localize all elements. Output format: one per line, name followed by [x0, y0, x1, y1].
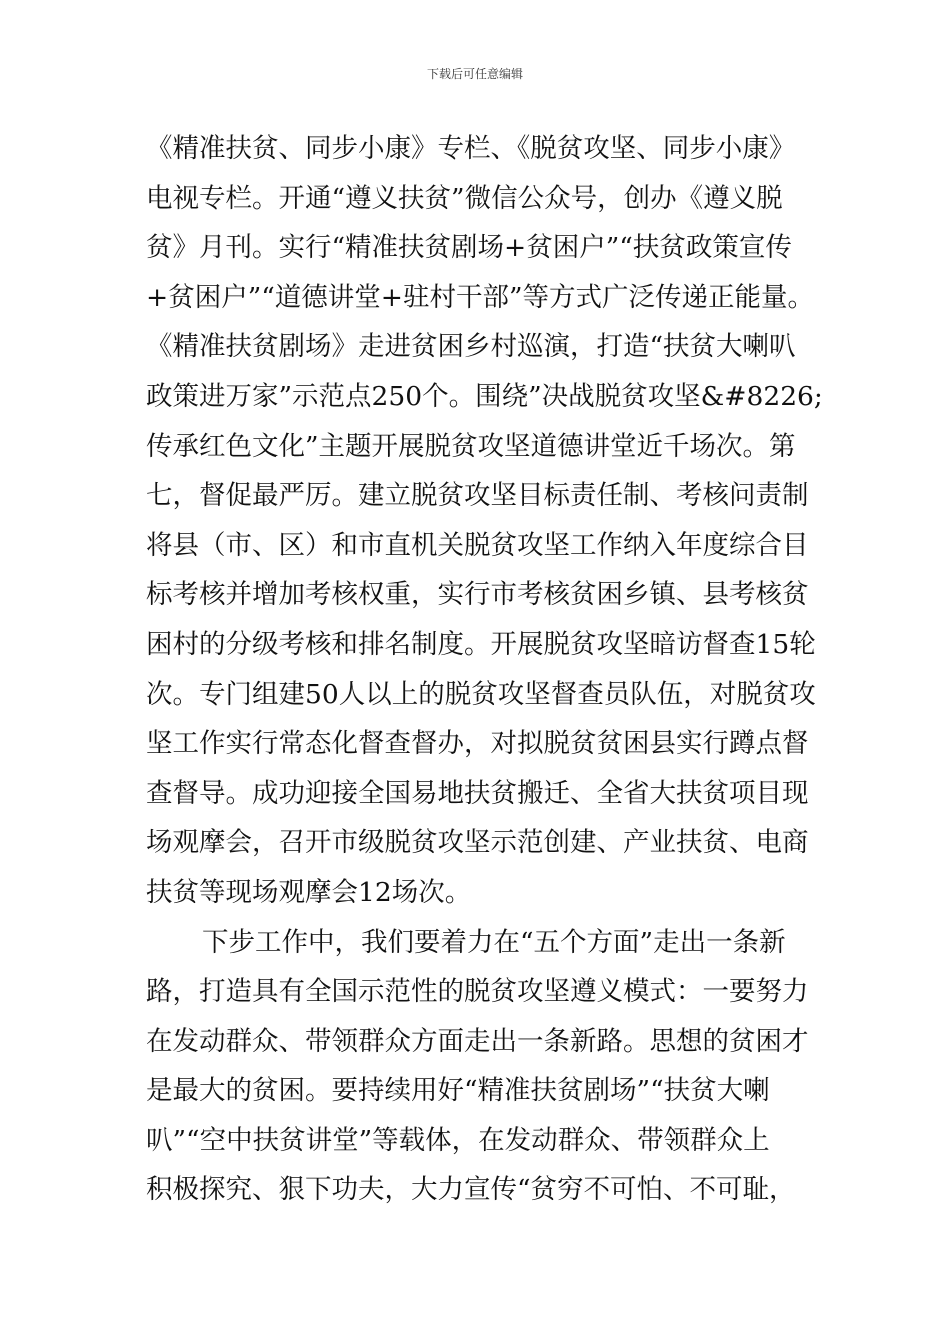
text-line: 困村的分级考核和排名制度。开展脱贫攻坚暗访督查15轮	[146, 628, 816, 660]
text-line: 是最大的贫困。要持续用好“精准扶贫剧场”“扶贫大喇	[146, 1075, 770, 1107]
page-header: 下载后可任意编辑	[426, 67, 523, 81]
paragraph-first-line: 下步工作中，我们要着力在“五个方面”走出一条新	[202, 926, 786, 958]
text-line: 路，打造具有全国示范性的脱贫攻坚遵义模式：一要努力	[146, 976, 809, 1008]
text-line: 次。专门组建50人以上的脱贫攻坚督查员队伍，对脱贫攻	[146, 678, 816, 710]
text-line: 将县（市、区）和市直机关脱贫攻坚工作纳入年度综合目	[146, 529, 809, 561]
text-line: 贫》月刊。实行“精准扶贫剧场+贫困户”“扶贫政策宣传	[146, 232, 792, 264]
text-line: 电视专栏。开通“遵义扶贫”微信公众号，创办《遵义脱	[146, 182, 783, 214]
text-line: 七，督促最严厉。建立脱贫攻坚目标责任制、考核问责制	[146, 480, 809, 512]
text-line: 标考核并增加考核权重，实行市考核贫困乡镇、县考核贫	[146, 579, 809, 611]
text-line: 在发动群众、带领群众方面走出一条新路。思想的贫困才	[146, 1025, 809, 1057]
text-line: +贫困户”“道德讲堂+驻村干部”等方式广泛传递正能量。	[146, 281, 815, 313]
text-line: 坚工作实行常态化督查督办，对拟脱贫贫困县实行蹲点督	[146, 728, 809, 760]
document-body	[146, 124, 826, 1215]
text-line: 传承红色文化”主题开展脱贫攻坚道德讲堂近千场次。第	[146, 430, 796, 462]
text-line: 积极探究、狠下功夫，大力宣传“贫穷不可怕、不可耻，	[146, 1174, 796, 1206]
text-line: 查督导。成功迎接全国易地扶贫搬迁、全省大扶贫项目现	[146, 777, 809, 809]
text-line: 政策进万家”示范点250个。围绕”决战脱贫攻坚&#8226;	[146, 380, 823, 412]
text-line: 叭”“空中扶贫讲堂”等载体，在发动群众、带领群众上	[146, 1124, 770, 1156]
text-line: 《精准扶贫剧场》走进贫困乡村巡演，打造“扶贫大喇叭	[146, 331, 796, 363]
text-line: 《精准扶贫、同步小康》专栏、《脱贫攻坚、同步小康》	[146, 133, 796, 164]
text-line: 场观摩会，召开市级脱贫攻坚示范创建、产业扶贫、电商	[146, 827, 809, 859]
text-line: 扶贫等现场观摩会12场次。	[146, 876, 472, 908]
